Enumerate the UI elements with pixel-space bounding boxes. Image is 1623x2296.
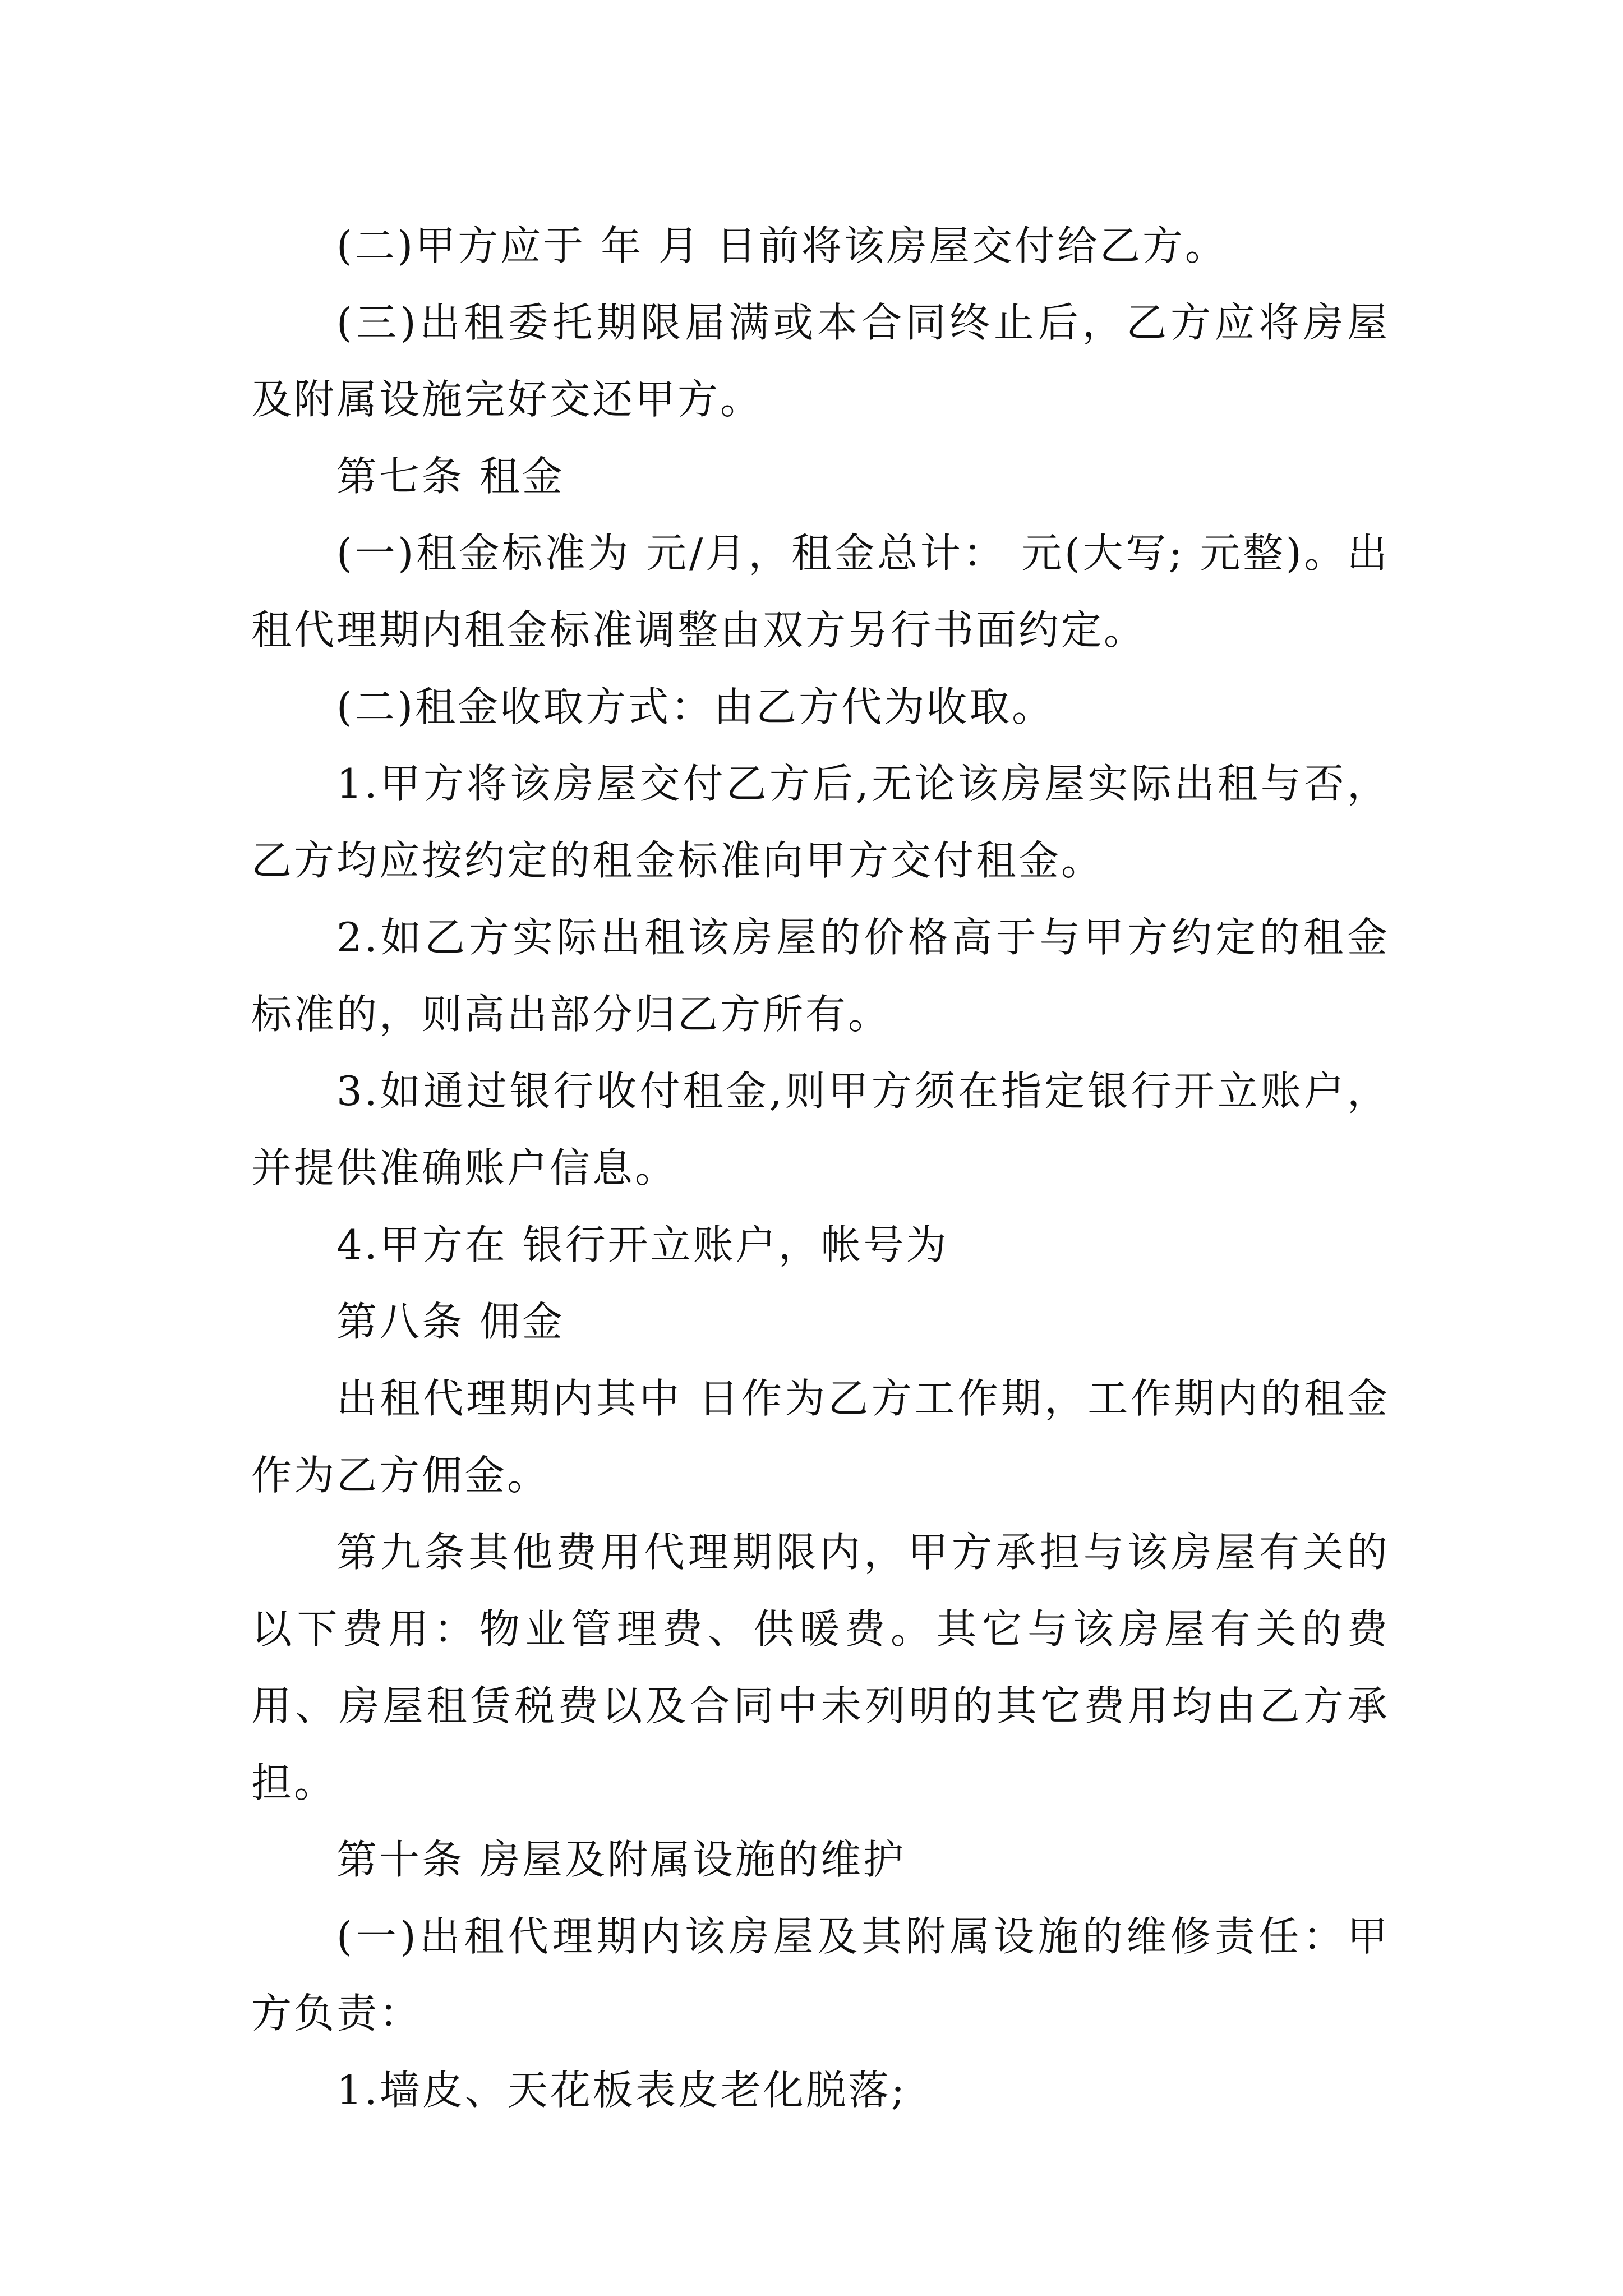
paragraph-item-1: 1.甲方将该房屋交付乙方后,无论该房屋实际出租与否，乙方均应按约定的租金标准向甲方交付租金。 [251,760,1390,884]
paragraph-rent-standard: (一)租金标准为 元/月，租金总计： 元(大写; 元整)。出租代理期内租金标准调整由双方另行书面约定。 [251,530,1390,654]
paragraph-article-9-fees: 第九条其他费用代理期限内，甲方承担与该房屋有关的以下费用：物业管理费、供暖费。其它与该房屋有关的费用、房屋租赁税费以及合同中未列明的其它费用均由乙方承担。 [251,1529,1390,1806]
paragraph-item-4: 4.甲方在 银行开立账户，帐号为 [336,1221,949,1268]
paragraph-rent-collection: (二)租金收取方式：由乙方代为收取。 [336,683,1055,730]
paragraph-delivery-date: (二)甲方应于 年 月 日前将该房屋交付给乙方。 [336,222,1228,269]
heading-article-10-maintenance: 第十条 房屋及附属设施的维护 [336,1836,906,1883]
heading-article-7-rent: 第七条 租金 [336,453,565,500]
paragraph-return-property: (三)出租委托期限届满或本合同终止后，乙方应将房屋及附属设施完好交还甲方。 [251,299,1390,423]
paragraph-commission: 出租代理期内其中 日作为乙方工作期，工作期内的租金作为乙方佣金。 [251,1375,1390,1499]
paragraph-item-2: 2.如乙方实际出租该房屋的价格高于与甲方约定的租金标准的，则高出部分归乙方所有。 [251,914,1390,1038]
heading-article-8-commission: 第八条 佣金 [336,1298,565,1345]
paragraph-maintenance-duty: (一)出租代理期内该房屋及其附属设施的维修责任：甲方负责： [251,1913,1390,2037]
paragraph-item-3: 3.如通过银行收付租金,则甲方须在指定银行开立账户，并提供准确账户信息。 [251,1068,1390,1191]
paragraph-maintenance-item-1: 1.墙皮、天花板表皮老化脱落; [336,2067,907,2114]
document-body [251,208,1390,2129]
